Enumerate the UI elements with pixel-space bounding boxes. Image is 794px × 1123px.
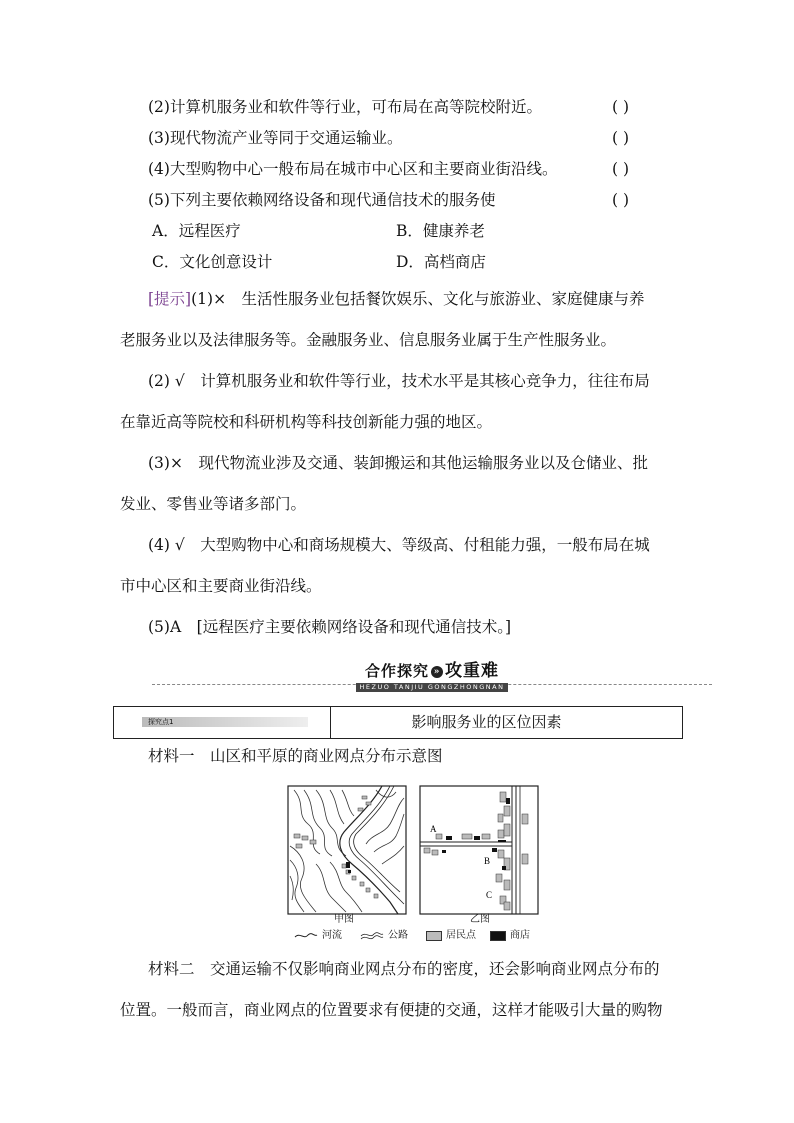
question-3: (3)现代物流产业等同于交通运输业。 xyxy=(148,129,403,147)
point-c-label: C xyxy=(486,890,493,900)
banner-title xyxy=(342,656,522,681)
hint-3-line-2: 发业、零售业等诸多部门。 xyxy=(120,495,307,513)
section-title: 影响服务业的区位因素 xyxy=(411,713,562,731)
material-2-line-2: 位置。一般而言，商业网点的位置要求有便捷的交通，这样才能吸引大量的购物 xyxy=(120,1001,663,1019)
map-yi xyxy=(420,786,538,914)
option-a: A．远程医疗 xyxy=(152,222,241,240)
residential-legend-icon xyxy=(426,931,442,941)
hint-1-text: (1)× 生活性服务业包括餐饮娱乐、文化与旅游业、家庭健康与养 xyxy=(191,290,645,308)
hint-2-line-2: 在靠近高等院校和科研机构等科技创新能力强的地区。 xyxy=(120,413,493,431)
material-1-title xyxy=(148,746,443,766)
caption-yi: 乙图 xyxy=(470,914,490,925)
option-d: D．高档商店 xyxy=(396,253,486,271)
hint-4-line-2: 市中心区和主要商业街沿线。 xyxy=(120,577,322,595)
material-2-label: 材料二 xyxy=(148,960,195,978)
legend-river: 河流 xyxy=(322,930,342,941)
hint-3-line-1: (3)× 现代物流业涉及交通、装卸搬运和其他运输服务业以及仓储业、批 xyxy=(148,454,648,472)
point-b-label: B xyxy=(484,856,491,866)
answer-blank-2: ( ) xyxy=(612,98,630,116)
figure-legend xyxy=(294,929,530,943)
point-a-label: A xyxy=(430,824,437,834)
chevron-right-icon: » xyxy=(431,666,443,678)
section-tag: 探究点1 xyxy=(142,717,308,727)
hint-1-line-1 xyxy=(148,289,708,309)
answer-blank-4: ( ) xyxy=(612,160,630,178)
banner-pinyin: HEZUO TANJIU GONGZHONGNAN xyxy=(356,683,508,692)
option-b: B．健康养老 xyxy=(396,222,485,240)
material-2-line-1 xyxy=(148,959,708,979)
option-c: C．文化创意设计 xyxy=(152,253,273,271)
section-tag-cell xyxy=(114,707,331,738)
section-banner xyxy=(342,656,522,690)
banner-right-text: 攻重难 xyxy=(445,661,499,681)
hint-2-line-1: (2) √ 计算机服务业和软件等行业，技术水平是其核心竞争力，往往布局 xyxy=(148,372,650,390)
question-4: (4)大型购物中心一般布局在城市中心区和主要商业街沿线。 xyxy=(148,160,558,178)
legend-residential: 居民点 xyxy=(446,930,476,941)
road-legend-icon xyxy=(360,931,384,941)
hint-4-line-1: (4) √ 大型购物中心和商场规模大、等级高、付租能力强，一般布局在城 xyxy=(148,536,650,554)
banner-left-text: 合作探究 xyxy=(364,662,429,680)
hint-tag: [提示] xyxy=(148,290,192,308)
shop-legend-icon xyxy=(490,931,506,941)
commercial-network-figure xyxy=(286,784,542,916)
legend-road: 公路 xyxy=(388,930,408,941)
river-legend-icon xyxy=(294,931,318,941)
section-header-box xyxy=(113,706,683,739)
map-jia xyxy=(288,786,406,914)
legend-shop: 商店 xyxy=(510,930,530,941)
hint-1-line-2: 老服务业以及法律服务等。金融服务业、信息服务业属于生产性服务业。 xyxy=(120,331,617,349)
material-1-label: 材料一 xyxy=(148,747,195,765)
answer-blank-5: ( ) xyxy=(612,191,630,209)
material-2-text: 交通运输不仅影响商业网点分布的密度，还会影响商业网点分布的 xyxy=(194,960,660,978)
question-5: (5)下列主要依赖网络设备和现代通信技术的服务使 xyxy=(148,191,496,209)
question-2: (2)计算机服务业和软件等行业，可布局在高等院校附近。 xyxy=(148,98,542,116)
hint-5: (5)A [远程医疗主要依赖网络设备和现代通信技术。] xyxy=(148,618,511,636)
answer-blank-3: ( ) xyxy=(612,129,630,147)
caption-jia: 甲图 xyxy=(334,914,354,925)
material-1-caption: 山区和平原的商业网点分布示意图 xyxy=(210,747,443,765)
